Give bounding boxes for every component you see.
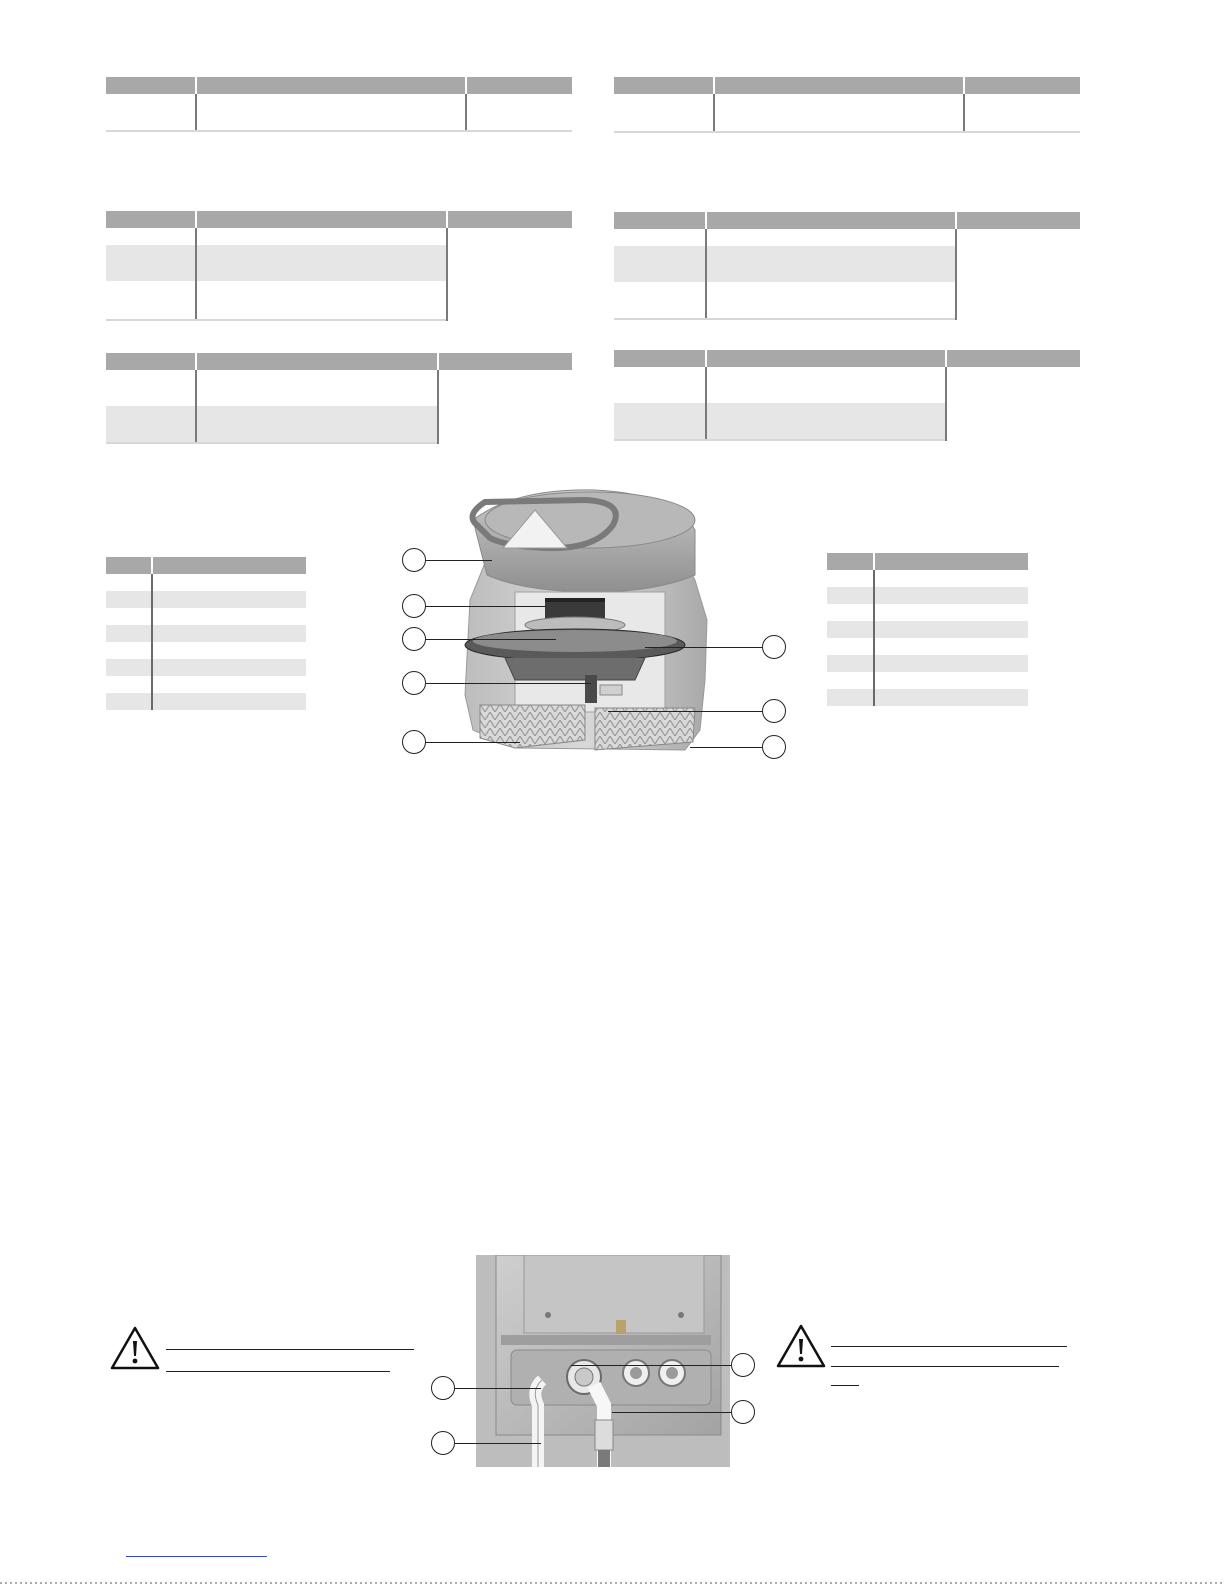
table-cell [106, 94, 196, 131]
table-cell [196, 94, 466, 131]
table-cell [874, 689, 1028, 706]
table-header-cell [106, 353, 196, 370]
table-cell [964, 94, 1080, 132]
table-cell [106, 625, 152, 642]
table-cell [706, 367, 946, 403]
table-cell [614, 229, 706, 246]
spec-table-low-left [106, 353, 572, 444]
table-header-cell [106, 211, 196, 228]
warning-triangle-icon [109, 1325, 161, 1371]
table-cell [438, 370, 572, 443]
unit-cutaway-illustration [395, 480, 795, 765]
callout-marker [431, 1431, 455, 1455]
table-cell [152, 608, 306, 625]
callout-marker [402, 548, 426, 572]
table-header-cell [714, 77, 964, 94]
warning-block-right [775, 1323, 1075, 1371]
unit-cutaway-figure [395, 480, 795, 765]
table-cell [714, 94, 964, 132]
table-header-cell [106, 77, 196, 94]
table-cell [874, 655, 1028, 672]
table-cell [152, 659, 306, 676]
table-header-cell [447, 211, 572, 228]
table-cell [196, 370, 438, 406]
table-cell [956, 229, 1080, 319]
warning-text-line [831, 1366, 1059, 1367]
spec-table-mid-right [614, 212, 1080, 320]
callout-marker [402, 671, 426, 695]
table-cell [106, 642, 152, 659]
table-cell [447, 228, 572, 320]
table-header-cell [956, 212, 1080, 229]
table-cell [152, 574, 306, 591]
spec-table-top-right [614, 77, 1080, 133]
table-header-cell [438, 353, 572, 370]
table-cell [874, 672, 1028, 689]
table-cell [152, 676, 306, 693]
table-cell [106, 370, 196, 406]
table-cell [196, 228, 447, 245]
table-header-cell [706, 212, 956, 229]
connections-photo-figure [476, 1255, 730, 1467]
table-cell [874, 604, 1028, 621]
table-cell [827, 672, 874, 689]
table-cell [106, 574, 152, 591]
table-header-cell [827, 553, 874, 570]
table-cell [614, 367, 706, 403]
table-cell [827, 689, 874, 706]
table-cell [827, 621, 874, 638]
table-cell [152, 642, 306, 659]
leader-line [426, 560, 492, 561]
warning-text-line [166, 1371, 390, 1372]
leader-line [455, 1443, 541, 1444]
warning-text-line [166, 1349, 414, 1350]
table-cell [874, 570, 1028, 587]
footer-dotted-rule [0, 1580, 1225, 1586]
table-cell [152, 625, 306, 642]
footer-link-underline[interactable] [126, 1556, 267, 1557]
table-cell [706, 246, 956, 282]
table-cell [874, 638, 1028, 655]
table-header-cell [196, 211, 447, 228]
leader-line [426, 639, 556, 640]
table-cell [106, 659, 152, 676]
table-header-cell [614, 350, 706, 367]
table-header-cell [614, 212, 706, 229]
spec-table-mid-left [106, 211, 572, 321]
leader-line [455, 1388, 541, 1389]
table-cell [106, 591, 152, 608]
leader-line [426, 606, 546, 607]
leader-line [645, 647, 762, 648]
callout-marker [762, 635, 786, 659]
warning-triangle-icon [775, 1323, 827, 1369]
callout-marker [402, 730, 426, 754]
table-cell [827, 638, 874, 655]
leader-line [571, 1365, 731, 1366]
callout-marker [431, 1376, 455, 1400]
table-header-cell [946, 350, 1080, 367]
table-cell [466, 94, 572, 131]
table-header-cell [196, 353, 438, 370]
table-cell [874, 587, 1028, 604]
table-cell [106, 406, 196, 443]
legend-table-right [827, 553, 1028, 706]
table-header-cell [706, 350, 946, 367]
table-header-cell [196, 77, 466, 94]
table-cell [614, 282, 706, 319]
callout-marker [731, 1400, 755, 1424]
legend-table-left [106, 557, 306, 710]
table-cell [106, 281, 196, 320]
callout-marker [731, 1353, 755, 1377]
table-cell [196, 281, 447, 320]
table-cell [827, 655, 874, 672]
table-header-cell [874, 553, 1028, 570]
leader-line [690, 747, 762, 748]
callout-marker [402, 627, 426, 651]
table-cell [706, 282, 956, 319]
callout-marker [762, 699, 786, 723]
table-cell [106, 228, 196, 245]
table-cell [106, 693, 152, 710]
table-cell [827, 604, 874, 621]
warning-text-line [831, 1385, 859, 1386]
table-header-cell [614, 77, 714, 94]
table-cell [946, 367, 1080, 440]
table-cell [152, 693, 306, 710]
callout-marker [402, 594, 426, 618]
table-header-cell [964, 77, 1080, 94]
table-cell [614, 403, 706, 440]
table-cell [196, 406, 438, 443]
table-cell [614, 94, 714, 132]
table-header-cell [152, 557, 306, 574]
leader-line [426, 742, 520, 743]
table-cell [874, 621, 1028, 638]
table-cell [196, 245, 447, 281]
table-header-cell [466, 77, 572, 94]
table-cell [106, 676, 152, 693]
leader-line [612, 1412, 731, 1413]
table-cell [706, 229, 956, 246]
table-cell [827, 587, 874, 604]
leader-line [426, 683, 591, 684]
table-cell [106, 245, 196, 281]
table-cell [614, 246, 706, 282]
warning-text-line [831, 1346, 1067, 1347]
table-cell [152, 591, 306, 608]
table-cell [706, 403, 946, 440]
table-cell [827, 570, 874, 587]
connections-photo-illustration [476, 1255, 730, 1467]
table-cell [106, 608, 152, 625]
callout-marker [762, 735, 786, 759]
leader-line [608, 711, 762, 712]
spec-table-top-left [106, 77, 572, 132]
table-header-cell [106, 557, 152, 574]
spec-table-low-right [614, 350, 1080, 441]
